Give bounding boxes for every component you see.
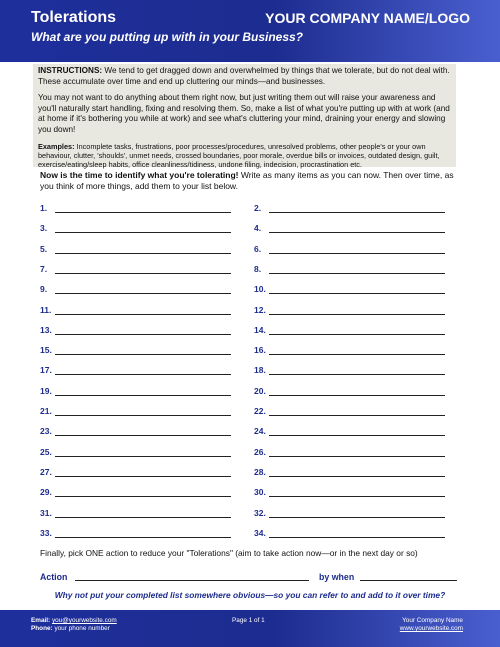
examples-text: Incomplete tasks, frustrations, poor processes/procedures, unresolved problems, other people's or your own behaviour, clutter, 'shoulds', unmet needs, crossed boundaries, poor morale, overdue bills or invoices, outdated design, guilt, exercise/eating/sleep habits, office cleanliness/tidiness, undone filing, indecision, procrastination etc. — [38, 141, 440, 170]
list-item — [40, 264, 240, 278]
list-item-number: 7. — [40, 263, 48, 274]
list-item-number: 23. — [40, 426, 52, 437]
list-item-input-line[interactable] — [55, 374, 231, 375]
list-item — [254, 345, 454, 359]
list-item-number: 5. — [40, 243, 48, 254]
list-item — [254, 244, 454, 258]
footer-phone-label: Phone: — [31, 625, 53, 632]
list-item-input-line[interactable] — [55, 496, 231, 497]
list-item-input-line[interactable] — [55, 314, 231, 315]
list-item-number: 1. — [40, 203, 48, 213]
finally-text: Finally, pick ONE action to reduce your "Tolerations" (aim to take action now—or in the next day or so) — [40, 548, 418, 558]
footer-company-name: Your Company Name — [402, 617, 463, 624]
list-item-input-line[interactable] — [55, 253, 231, 254]
list-item — [254, 467, 454, 481]
list-item-number: 34. — [254, 527, 266, 538]
list-item-number: 12. — [254, 304, 266, 315]
list-item — [40, 345, 240, 359]
list-item — [254, 386, 454, 400]
list-item — [254, 305, 454, 319]
list-item-number: 21. — [40, 406, 52, 416]
list-item-input-line[interactable] — [55, 354, 231, 355]
list-item — [254, 325, 454, 339]
list-item-number: 20. — [254, 385, 266, 396]
list-item-input-line[interactable] — [55, 456, 231, 457]
list-item-input-line[interactable] — [55, 334, 231, 335]
page-subtitle: What are you putting up with in your Business? — [31, 30, 304, 44]
list-item-input-line[interactable] — [269, 435, 445, 436]
list-item — [40, 406, 240, 420]
list-item-number: 18. — [254, 365, 266, 376]
footer-email-label: Email: — [31, 617, 51, 624]
list-item-number: 10. — [254, 284, 266, 295]
list-item — [254, 426, 454, 440]
now-bold: Now is the time to identify what you're tolerating! — [40, 170, 239, 180]
list-item-number: 31. — [40, 507, 52, 518]
list-item — [254, 406, 454, 420]
list-item-number: 16. — [254, 345, 266, 356]
footer-company — [400, 617, 463, 633]
list-item-input-line[interactable] — [55, 212, 231, 213]
instructions-paragraph-2: You may not want to do anything about them right now, but just writing them out will raise your awareness and you'll naturally start handling, fixing and resolving them. So, make a list of what you're putting up with at work (and at home if it's bothering you while at work) and see what's cluttering your mind, draining your energy and slowing you down! — [38, 93, 450, 134]
page-title: Tolerations — [31, 9, 117, 26]
list-item-number: 27. — [40, 466, 52, 477]
list-item-input-line[interactable] — [55, 232, 231, 233]
list-item — [40, 223, 240, 237]
list-item-number: 28. — [254, 466, 266, 477]
list-item — [40, 447, 240, 461]
list-item-number: 2. — [254, 203, 262, 213]
examples-label: Examples: — [38, 141, 75, 151]
list-item-input-line[interactable] — [269, 293, 445, 294]
list-item-input-line[interactable] — [269, 374, 445, 375]
list-item-number: 13. — [40, 324, 52, 335]
list-item-input-line[interactable] — [55, 415, 231, 416]
list-item-input-line[interactable] — [55, 537, 231, 538]
page-header — [0, 0, 500, 62]
list-item — [40, 426, 240, 440]
list-item — [254, 223, 454, 237]
action-label: Action — [40, 572, 68, 582]
list-item-input-line[interactable] — [269, 253, 445, 254]
list-item-input-line[interactable] — [269, 273, 445, 274]
list-item — [254, 365, 454, 379]
list-item-input-line[interactable] — [269, 314, 445, 315]
list-item-number: 9. — [40, 284, 48, 295]
list-item-number: 32. — [254, 507, 266, 518]
list-item — [254, 264, 454, 278]
list-item — [40, 467, 240, 481]
list-item-input-line[interactable] — [269, 456, 445, 457]
list-item-number: 26. — [254, 446, 266, 457]
list-item-input-line[interactable] — [269, 232, 445, 233]
list-item-input-line[interactable] — [55, 517, 231, 518]
list-item — [254, 447, 454, 461]
list-item-input-line[interactable] — [55, 273, 231, 274]
list-item-input-line[interactable] — [269, 496, 445, 497]
instructions-label: INSTRUCTIONS: — [38, 66, 103, 75]
by-when-label: by when — [319, 572, 355, 582]
list-item-input-line[interactable] — [269, 476, 445, 477]
list-item-input-line[interactable] — [55, 435, 231, 436]
list-item-input-line[interactable] — [269, 415, 445, 416]
list-item-number: 22. — [254, 406, 266, 416]
list-item — [254, 528, 454, 542]
footer-contact — [31, 617, 117, 633]
company-logo-text: YOUR COMPANY NAME/LOGO — [265, 10, 470, 26]
list-item-input-line[interactable] — [269, 334, 445, 335]
list-item-number: 19. — [40, 385, 52, 396]
list-item-number: 6. — [254, 243, 262, 254]
list-item-input-line[interactable] — [269, 354, 445, 355]
footer-email-link[interactable]: you@yourwebsite.com — [51, 617, 117, 624]
list-item-number: 33. — [40, 527, 52, 538]
list-item-number: 24. — [254, 426, 266, 437]
list-item — [40, 244, 240, 258]
list-item-number: 30. — [254, 487, 266, 498]
list-item — [40, 325, 240, 339]
instructions-text: We tend to get dragged down and overwhelmed by things that we tolerate, but do not deal with. These accumulate over time and end up cluttering our minds—and businesses. — [38, 66, 450, 86]
list-item-input-line[interactable] — [55, 395, 231, 396]
bottom-note: Why not put your completed list somewhere obvious—so you can refer to and add to it over time? — [54, 590, 446, 600]
list-item — [40, 528, 240, 542]
instructions-paragraph-1 — [38, 66, 451, 87]
list-item — [40, 305, 240, 319]
list-item-number: 14. — [254, 324, 266, 335]
list-item-number: 11. — [40, 304, 52, 315]
list-item-number: 29. — [40, 487, 52, 498]
list-item-number: 15. — [40, 345, 52, 356]
list-item-input-line[interactable] — [55, 293, 231, 294]
footer-page-number: Page 1 of 1 — [232, 617, 265, 624]
list-item — [40, 386, 240, 400]
list-item — [40, 284, 240, 298]
now-paragraph — [40, 170, 460, 192]
list-item — [40, 487, 240, 501]
examples-paragraph — [38, 142, 451, 170]
list-item — [254, 487, 454, 501]
list-item-input-line[interactable] — [55, 476, 231, 477]
list-item-number: 8. — [254, 263, 262, 274]
list-item — [40, 365, 240, 379]
instructions-box — [33, 64, 456, 170]
by-when-input-line[interactable] — [360, 580, 457, 581]
footer-phone: your phone number — [54, 625, 110, 632]
list-item-input-line[interactable] — [269, 395, 445, 396]
list-item — [254, 203, 454, 217]
list-item-input-line[interactable] — [269, 517, 445, 518]
footer-website-link[interactable]: www.yourwebsite.com — [399, 625, 463, 632]
list-item-input-line[interactable] — [269, 212, 445, 213]
page-footer — [0, 610, 500, 647]
action-input-line[interactable] — [75, 580, 309, 581]
list-item-number: 17. — [40, 365, 52, 376]
list-item-number: 25. — [40, 446, 52, 457]
list-item — [40, 203, 240, 217]
now-text: Write as many items as you can now. Then over time, as you think of more things, add them to your list below. — [40, 170, 454, 191]
list-item-number: 3. — [40, 223, 48, 234]
list-item-input-line[interactable] — [269, 537, 445, 538]
list-item-number: 4. — [254, 223, 262, 234]
list-item — [254, 508, 454, 522]
list-item — [254, 284, 454, 298]
list-item — [40, 508, 240, 522]
